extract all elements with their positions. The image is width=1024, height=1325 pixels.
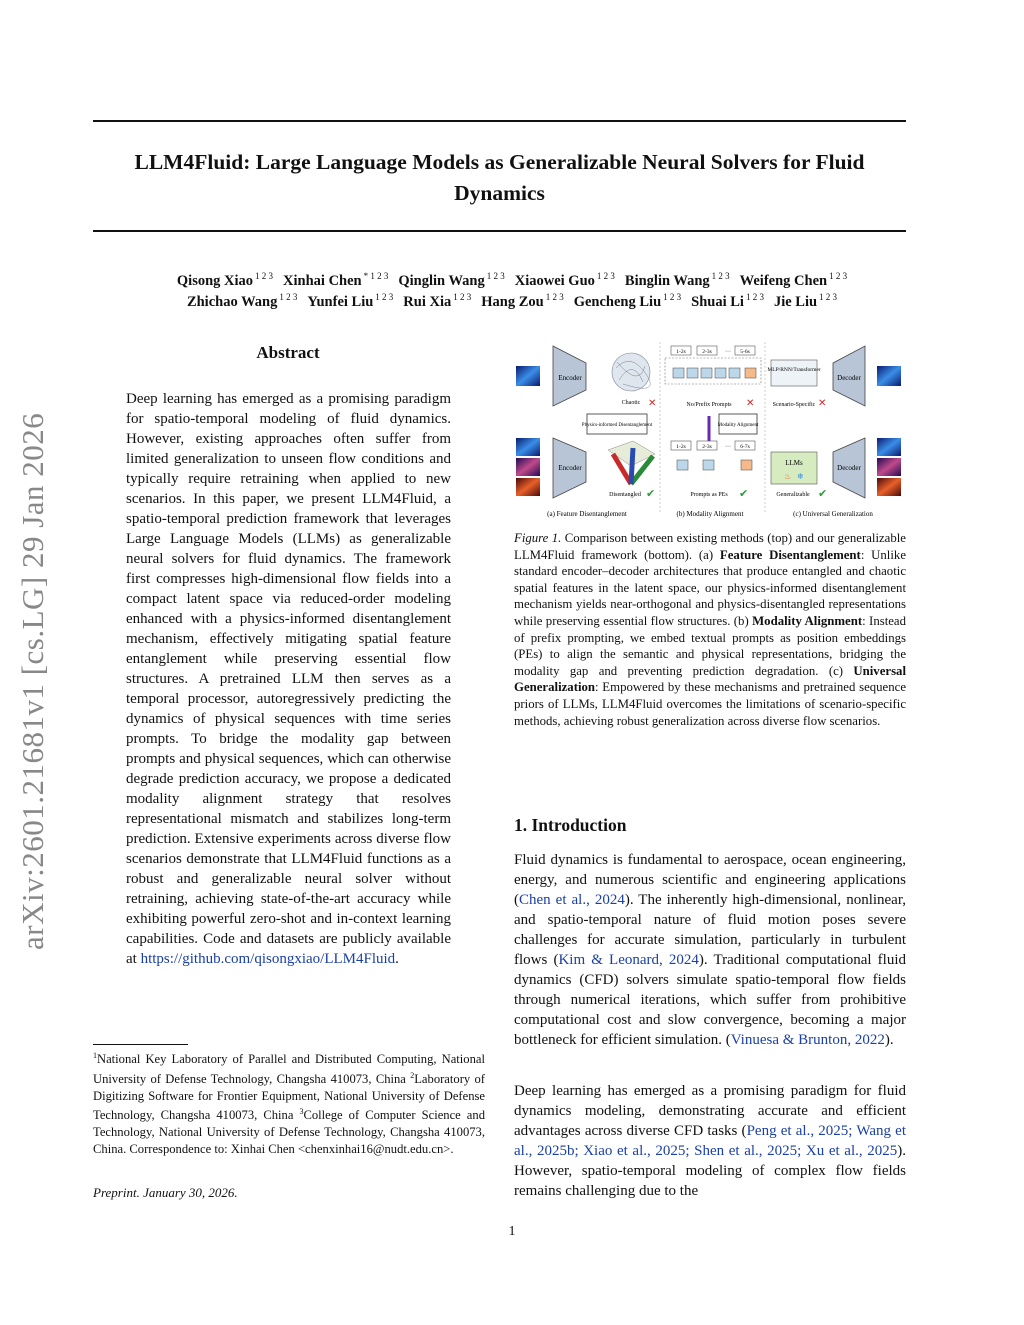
abstract-heading: Abstract <box>256 343 320 362</box>
modality-alignment-label: Modality Alignment <box>717 423 759 428</box>
timestep-label-bottom-1: 1-2s <box>676 444 686 450</box>
caption-bold-3: Universal Generalization <box>514 663 906 695</box>
page-number: 1 <box>508 1224 516 1239</box>
author-entry <box>481 294 563 310</box>
author-name: Hang Zou <box>481 293 544 310</box>
output-flow-image-3 <box>877 478 901 496</box>
caption-bold-2: Modality Alignment <box>752 613 863 628</box>
author-affiliation: 1 2 3 <box>829 271 848 281</box>
intro-paragraph-1 <box>514 850 906 1050</box>
feature-token-bottom-3 <box>741 460 752 470</box>
timestep-label-bottom-3: 6-7s <box>740 444 750 450</box>
author-affiliation: 1 2 3 <box>745 292 764 302</box>
preprint-notice: Preprint. January 30, 2026. <box>93 1185 238 1200</box>
llms-box <box>771 452 817 484</box>
ellipsis-top: ··· <box>725 349 731 355</box>
intro-paragraph-2 <box>514 1081 906 1201</box>
author-affiliation: 1 2 3 <box>711 271 730 281</box>
author-affiliation: * 1 2 3 <box>363 271 389 281</box>
caption-text-2: : Unlike standard encoder–decoder architectures that produce entangled and chaotic spatial features in the latent space, our physics-informed disentanglement mechanism yields near-orthogonal and physics-disentangled representations while preserving essential flow structures. (b) <box>514 547 907 628</box>
figure-1-diagram <box>513 338 906 524</box>
caption-text-4: : Empowered by these mechanisms and pretrained sequence priors of LLMs, LLM4Fluid overcomes the limitations of scenario-specific methods, achieving robust generalization across diverse flow scenarios. <box>514 680 906 728</box>
subfigure-a-label: (a) Feature Disentanglement <box>547 510 627 518</box>
citation-group-2025[interactable]: Peng et al., 2025; Wang et al., 2025b; Xiao et al., 2025; Shen et al., 2025; Xu et al., 2025 <box>514 1123 906 1159</box>
prompts-as-pes-label: Prompts as PEs <box>690 492 728 498</box>
author-affiliation: 1 2 3 <box>545 292 564 302</box>
citation-kim-leonard-2024[interactable]: Kim & Leonard, 2024 <box>558 952 699 968</box>
disentangled-feature-plot <box>608 441 655 484</box>
no-prefix-label: No/Prefix Prompts <box>686 402 732 408</box>
author-entry <box>774 294 837 310</box>
author-name: Yunfei Liu <box>307 293 374 310</box>
arxiv-identifier: arXiv:2601.21681v1 [cs.LG] 29 Jan 2026 <box>15 412 50 950</box>
figure-1-caption <box>514 530 906 729</box>
author-entry <box>187 294 297 310</box>
author-affiliation: 1 2 3 <box>375 292 394 302</box>
output-flow-image-1 <box>877 438 901 456</box>
intro-p1-text-d: ). <box>884 1032 894 1048</box>
caption-text-1: Comparison between existing methods (top) and our generalizable LLM4Fluid framework (bottom). (a) <box>514 531 906 562</box>
affiliation-3: College of Computer Science and Technology, National University of Defense Technology, Changsha 410073, China. Correspondence to: Xinhai Chen <chenxinhai16@nudt.edu.cn>. <box>93 1108 485 1157</box>
intro-p1-text-a: Fluid dynamics is fundamental to aerospace, ocean engineering, energy, and numerous scientific and engineering applications ( <box>514 852 906 908</box>
chaotic-x-mark: ✕ <box>648 398 657 409</box>
disentangled-label: Disentangled <box>609 492 641 498</box>
abstract-text: Deep learning has emerged as a promising paradigm for spatio-temporal modeling of fluid dynamics. However, existing approaches often suffer from limited generalization to unseen flow conditions and typically require retraining when applied to new scenarios. In this paper, we present LLM4Fluid, a spatio-temporal prediction framework that leverages Large Language Models (LLMs) as generalizable neural solvers for fluid dynamics. The framework first compresses high-dimensional flow fields into a compact latent space via reduced-order modeling enhanced with a physics-informed disentanglement mechanism, effectively mitigating spatial feature entanglement while preserving essential flow structures. A pretrained LLM then serves as a temporal processor, autoregressively predicting the dynamics of physical sequences with time series prompts. To bridge the modality gap between prompts and physical sequences, which can otherwise degrade prediction accuracy, we propose a dedicated modality alignment strategy that resolves representational mismatch and stabilizes long-term prediction. Extensive experiments across diverse flow scenarios demonstrate that LLM4Fluid functions as a robust and generalizable neural solver without retraining, achieving state-of-the-art accuracy while exhibiting powerful zero-shot and in-context learning capabilities. Code and datasets are publicly available at <box>126 391 451 967</box>
author-list-line-2 <box>60 287 964 312</box>
intro-p2-text-a: Deep learning has emerged as a promising paradigm for fluid dynamics modeling, demonstrating accurate and efficient advantages across diverse CFD tasks ( <box>514 1083 906 1139</box>
decoder-label-top: Decoder <box>837 374 861 382</box>
no-prefix-x-mark: ✕ <box>746 398 755 409</box>
author-name: Xinhai Chen <box>283 272 362 289</box>
disentangled-check-mark: ✔ <box>646 488 656 500</box>
ellipsis-bottom: ··· <box>725 444 731 450</box>
author-name: Zhichao Wang <box>186 293 278 310</box>
feature-token-top-1 <box>673 368 684 378</box>
author-entry <box>691 294 764 310</box>
feature-token-top-4 <box>715 368 726 378</box>
output-flow-image-top <box>877 366 901 386</box>
affiliation-2: Laboratory of Digitizing Software for Frontier Equipment, National University of Defense Technology, Changsha 410073, China <box>93 1072 485 1123</box>
timestep-label-top-3: 5-6s <box>740 349 750 355</box>
author-name: Shuai Li <box>691 293 744 310</box>
caption-bold-1: Feature Disentanglement <box>719 547 861 562</box>
footnote-rule <box>93 1044 188 1045</box>
author-affiliation: 1 2 3 <box>486 271 505 281</box>
affiliation-footnote: $^1$National Key Laboratory of Parallel and Distributed Computing, National University of Defense Technology, Changsha 410073, China $^2$Laboratory of Digitizing Software for Frontier Equipment, National University of Defense Technology, Changsha 410073, China $^3$College of Computer Science and Technology, National University of Defense Technology, Changsha 410073, China. Correspondence to: Xinhai Chen <chenxinhai16@nudt.edu.cn>. <box>93 1051 485 1157</box>
author-affiliation: 1 2 3 <box>255 271 274 281</box>
introduction-heading: 1. Introduction <box>514 815 627 835</box>
chaotic-label: Chaotic <box>621 400 641 406</box>
timestep-label-top-1: 1-2s <box>676 349 686 355</box>
feature-token-bottom-1 <box>677 460 688 470</box>
abstract-body <box>126 389 451 969</box>
author-name: Gencheng Liu <box>573 293 662 310</box>
chaotic-feature-cloud <box>612 353 650 391</box>
author-entry <box>307 294 393 310</box>
output-flow-image-2 <box>877 458 901 476</box>
input-flow-image-3 <box>516 478 540 496</box>
fire-icon: ♨ <box>784 472 792 481</box>
feature-token-top-5 <box>729 368 740 378</box>
affiliation-1: National Key Laboratory of Parallel and Distributed Computing, National University of Defense Technology, Changsha 410073, China <box>93 1052 485 1087</box>
author-entry <box>574 294 681 310</box>
input-flow-image-top <box>516 366 540 386</box>
author-affiliation: 1 2 3 <box>453 292 472 302</box>
snowflake-icon: ❄ <box>797 472 804 481</box>
caption-text-3: : Instead of prefix prompting, we embed textual prompts as position embeddings (PEs) to align the semantic and physical representations, bridging the modality gap and preventing prediction degradation. (c) <box>514 613 907 678</box>
author-affiliation: 1 2 3 <box>819 292 838 302</box>
prompts-as-pes-check-mark: ✔ <box>739 488 749 500</box>
llms-label: LLMs <box>785 459 803 467</box>
timestep-label-top-2: 2-3s <box>702 349 712 355</box>
paper-title: LLM4Fluid: Large Language Models as Generalizable Neural Solvers for Fluid Dynamics <box>134 150 865 205</box>
input-flow-image-1 <box>516 438 540 456</box>
intro-p1-text-c: ). Traditional computational fluid dynamics (CFD) solvers simulate spatio-temporal flow fields through numerical iterations, which suffer from prohibitive computational cost and slow convergence, becoming a major bottleneck for efficient simulation. ( <box>514 952 906 1048</box>
subfigure-b-label: (b) Modality Alignment <box>676 510 744 518</box>
feature-token-top-6 <box>745 368 756 378</box>
mlp-box <box>771 360 817 386</box>
generalizable-label: Generalizable <box>776 492 810 498</box>
decoder-label-bottom: Decoder <box>837 464 861 472</box>
abstract-tail: . <box>395 951 399 967</box>
author-affiliation: 1 2 3 <box>596 271 615 281</box>
feature-token-bottom-2 <box>703 460 714 470</box>
author-entry <box>403 294 471 310</box>
encoder-label-top: Encoder <box>558 374 582 382</box>
author-name: Qisong Xiao <box>176 272 254 289</box>
citation-vinuesa-brunton-2022[interactable]: Vinuesa & Brunton, 2022 <box>730 1032 885 1048</box>
author-affiliation: 1 2 3 <box>279 292 298 302</box>
citation-chen-2024[interactable]: Chen et al., 2024 <box>519 892 625 908</box>
mlp-label: MLP/RNN/Transformer <box>767 367 821 373</box>
author-name: Weifeng Chen <box>739 272 828 289</box>
generalizable-check-mark: ✔ <box>818 488 828 500</box>
timestep-label-bottom-2: 2-3s <box>702 444 712 450</box>
scenario-specific-label: Scenario-Specific <box>772 402 816 408</box>
author-name: Rui Xia <box>403 293 452 310</box>
scenario-specific-x-mark: ✕ <box>818 398 827 409</box>
physics-informed-label: Physics-informed Disentanglement <box>581 423 653 428</box>
subfigure-c-label: (c) Universal Generalization <box>793 510 873 518</box>
intro-p2-text-b: ). However, spatio-temporal modeling of complex flow fields remains challenging due to the <box>514 1143 906 1199</box>
author-name: Jie Liu <box>773 293 818 310</box>
author-name: Qinglin Wang <box>398 272 485 289</box>
feature-token-top-3 <box>701 368 712 378</box>
code-link[interactable]: https://github.com/qisongxiao/LLM4Fluid <box>140 951 396 967</box>
encoder-label-bottom: Encoder <box>558 464 582 472</box>
author-name: Xiaowei Guo <box>514 272 595 289</box>
author-name: Binglin Wang <box>624 272 710 289</box>
title-top-rule <box>93 120 906 122</box>
title-bottom-rule <box>93 230 906 232</box>
caption-label: Figure 1. <box>514 531 562 545</box>
intro-p1-text-b: ). The inherently high-dimensional, nonlinear, and spatio-temporal nature of fluid motion poses severe challenges for accurate simulation, particularly in turbulent flows ( <box>514 892 906 968</box>
author-affiliation: 1 2 3 <box>663 292 682 302</box>
feature-token-top-2 <box>687 368 698 378</box>
input-flow-image-2 <box>516 458 540 476</box>
